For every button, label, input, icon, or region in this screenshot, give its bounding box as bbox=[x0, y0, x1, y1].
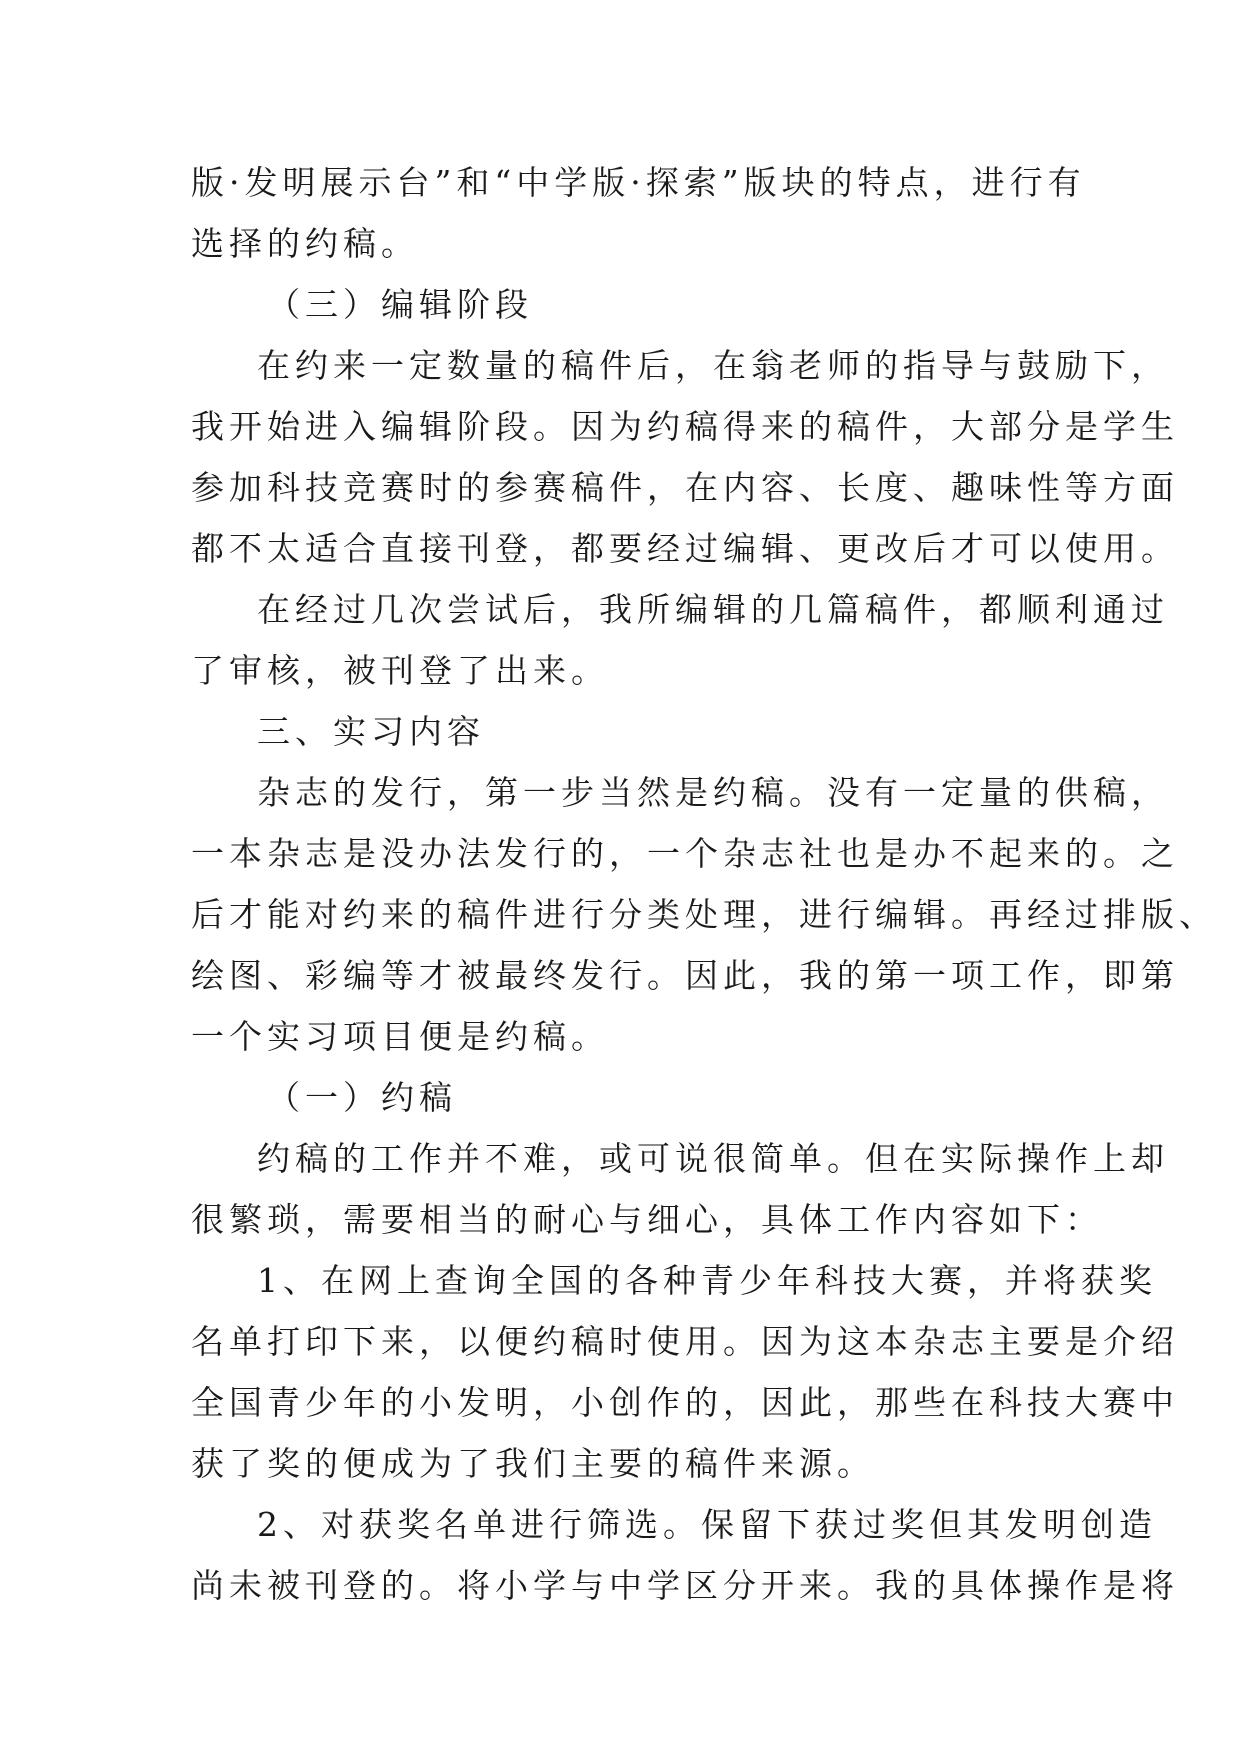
text-line: 很繁琐，需要相当的耐心与细心，具体工作内容如下： bbox=[191, 1200, 1103, 1239]
text-line: 了审核，被刊登了出来。 bbox=[191, 651, 609, 690]
section-heading: （三）编辑阶段 bbox=[267, 285, 533, 324]
text-line: 全国青少年的小发明，小创作的，因此，那些在科技大赛中 bbox=[191, 1383, 1179, 1422]
paragraph-start: 约稿的工作并不难，或可说很简单。但在实际操作上却 bbox=[257, 1139, 1169, 1178]
text-line: 后才能对约来的稿件进行分类处理，进行编辑。再经过排版、 bbox=[191, 895, 1217, 934]
text-line: 版·发明展示台”和“中学版·探索”版块的特点，进行有 bbox=[191, 163, 1086, 202]
text-line: 选择的约稿。 bbox=[191, 224, 419, 263]
document-page bbox=[191, 152, 1217, 1616]
text-line: 尚未被刊登的。将小学与中学区分开来。我的具体操作是将 bbox=[191, 1566, 1179, 1605]
paragraph-start: 2、对获奖名单进行筛选。保留下获过奖但其发明创造 bbox=[257, 1505, 1157, 1544]
section-heading: 三、实习内容 bbox=[257, 712, 485, 751]
text-line: 一个实习项目便是约稿。 bbox=[191, 1017, 609, 1056]
paragraph-start: 在经过几次尝试后，我所编辑的几篇稿件，都顺利通过 bbox=[257, 590, 1169, 629]
paragraph-start: 杂志的发行，第一步当然是约稿。没有一定量的供稿， bbox=[257, 773, 1169, 812]
paragraph-start: 1、在网上查询全国的各种青少年科技大赛，并将获奖 bbox=[257, 1261, 1157, 1300]
text-line: 我开始进入编辑阶段。因为约稿得来的稿件，大部分是学生 bbox=[191, 407, 1179, 446]
text-line: 一本杂志是没办法发行的，一个杂志社也是办不起来的。之 bbox=[191, 834, 1179, 873]
text-line: 都不太适合直接刊登，都要经过编辑、更改后才可以使用。 bbox=[191, 529, 1179, 568]
text-line: 参加科技竞赛时的参赛稿件，在内容、长度、趣味性等方面 bbox=[191, 468, 1179, 507]
section-heading: （一）约稿 bbox=[267, 1078, 457, 1117]
text-line: 名单打印下来，以便约稿时使用。因为这本杂志主要是介绍 bbox=[191, 1322, 1179, 1361]
text-line: 获了奖的便成为了我们主要的稿件来源。 bbox=[191, 1444, 875, 1483]
text-line: 绘图、彩编等才被最终发行。因此，我的第一项工作，即第 bbox=[191, 956, 1179, 995]
paragraph-start: 在约来一定数量的稿件后，在翁老师的指导与鼓励下， bbox=[257, 346, 1169, 385]
